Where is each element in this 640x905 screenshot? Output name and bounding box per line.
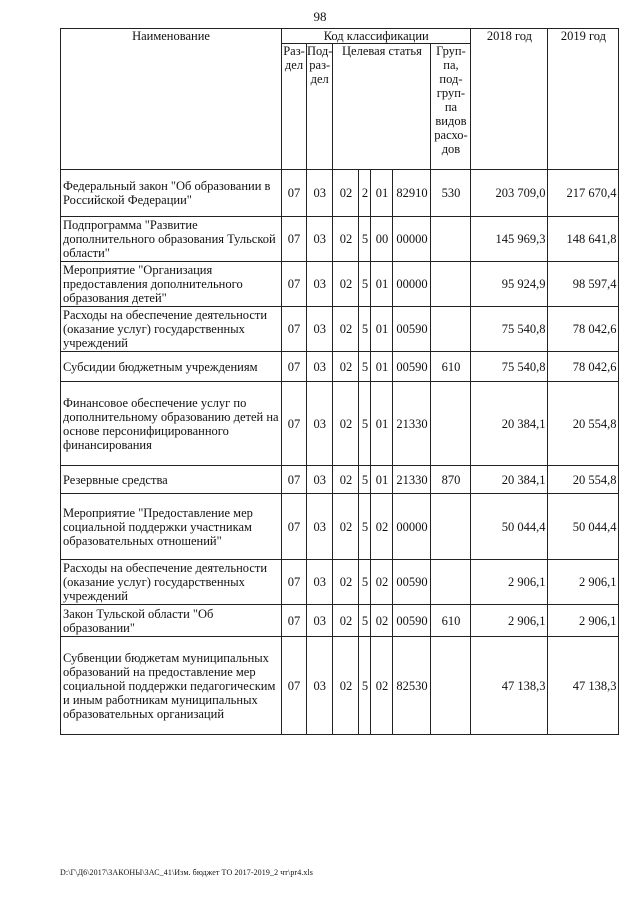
row-razdel: 07 xyxy=(282,217,307,262)
row-cs-direction: 00590 xyxy=(393,605,431,637)
row-cs-direction: 82530 xyxy=(393,637,431,735)
row-podrazdel: 03 xyxy=(307,637,333,735)
row-amount-2019: 78 042,6 xyxy=(548,352,619,382)
row-podrazdel: 03 xyxy=(307,466,333,494)
row-cs-program: 02 xyxy=(333,307,359,352)
row-name: Закон Тульской области "Об образовании" xyxy=(61,605,282,637)
row-name: Мероприятие "Организация предоставления дополнительного образования детей" xyxy=(61,262,282,307)
row-amount-2019: 2 906,1 xyxy=(548,560,619,605)
row-razdel: 07 xyxy=(282,560,307,605)
file-path-footer: D:\Г\Д6\2017\ЗАКОНЫ\ЗАС_41\Изм. бюджет ТО 2017-2019_2 чт\pr4.xls xyxy=(60,868,314,877)
row-amount-2019: 2 906,1 xyxy=(548,605,619,637)
header-year-2018: 2018 год xyxy=(471,29,548,170)
row-expense-type xyxy=(431,382,471,466)
table-row xyxy=(61,307,619,352)
row-expense-type: 530 xyxy=(431,170,471,217)
row-cs-program: 02 xyxy=(333,382,359,466)
row-cs-subprogram: 5 xyxy=(359,382,371,466)
row-amount-2019: 50 044,4 xyxy=(548,494,619,560)
row-cs-program: 02 xyxy=(333,560,359,605)
row-expense-type xyxy=(431,637,471,735)
row-cs-direction: 82910 xyxy=(393,170,431,217)
row-podrazdel: 03 xyxy=(307,605,333,637)
table-row xyxy=(61,605,619,637)
row-name: Подпрограмма "Развитие дополнительного образования Тульской области" xyxy=(61,217,282,262)
table-row xyxy=(61,217,619,262)
row-razdel: 07 xyxy=(282,466,307,494)
row-cs-event: 02 xyxy=(371,494,393,560)
row-amount-2018: 47 138,3 xyxy=(471,637,548,735)
row-cs-program: 02 xyxy=(333,262,359,307)
row-cs-event: 02 xyxy=(371,605,393,637)
row-amount-2019: 47 138,3 xyxy=(548,637,619,735)
row-cs-event: 00 xyxy=(371,217,393,262)
row-razdel: 07 xyxy=(282,352,307,382)
row-amount-2018: 203 709,0 xyxy=(471,170,548,217)
row-razdel: 07 xyxy=(282,605,307,637)
row-expense-type: 610 xyxy=(431,605,471,637)
row-cs-subprogram: 5 xyxy=(359,352,371,382)
row-amount-2018: 95 924,9 xyxy=(471,262,548,307)
row-podrazdel: 03 xyxy=(307,262,333,307)
row-podrazdel: 03 xyxy=(307,170,333,217)
row-cs-program: 02 xyxy=(333,466,359,494)
table-row xyxy=(61,352,619,382)
header-celevaya: Целевая статья xyxy=(333,44,431,170)
table-row xyxy=(61,262,619,307)
header-code: Код классификации xyxy=(282,29,471,44)
row-cs-subprogram: 5 xyxy=(359,637,371,735)
row-amount-2018: 145 969,3 xyxy=(471,217,548,262)
row-cs-program: 02 xyxy=(333,494,359,560)
row-name: Расходы на обеспечение деятельности (оказание услуг) государственных учреждений xyxy=(61,560,282,605)
row-podrazdel: 03 xyxy=(307,382,333,466)
row-podrazdel: 03 xyxy=(307,217,333,262)
row-razdel: 07 xyxy=(282,494,307,560)
row-name: Федеральный закон "Об образовании в Российской Федерации" xyxy=(61,170,282,217)
row-cs-direction: 00000 xyxy=(393,494,431,560)
row-podrazdel: 03 xyxy=(307,494,333,560)
row-expense-type: 870 xyxy=(431,466,471,494)
row-cs-event: 02 xyxy=(371,560,393,605)
row-expense-type xyxy=(431,217,471,262)
row-expense-type xyxy=(431,560,471,605)
row-cs-subprogram: 2 xyxy=(359,170,371,217)
row-expense-type xyxy=(431,494,471,560)
row-cs-program: 02 xyxy=(333,605,359,637)
row-name: Расходы на обеспечение деятельности (оказание услуг) государственных учреждений xyxy=(61,307,282,352)
row-name: Финансовое обеспечение услуг по дополнительному образованию детей на основе персонифицированного финансирования xyxy=(61,382,282,466)
row-amount-2019: 78 042,6 xyxy=(548,307,619,352)
row-expense-type xyxy=(431,307,471,352)
row-amount-2019: 98 597,4 xyxy=(548,262,619,307)
table-row xyxy=(61,637,619,735)
row-amount-2019: 20 554,8 xyxy=(548,466,619,494)
row-name: Субвенции бюджетам муниципальных образований на предоставление мер социальной поддержки педагогическим и иным работникам муниципальных образовательных организаций xyxy=(61,637,282,735)
row-razdel: 07 xyxy=(282,382,307,466)
row-cs-program: 02 xyxy=(333,170,359,217)
row-amount-2019: 20 554,8 xyxy=(548,382,619,466)
row-cs-direction: 00590 xyxy=(393,560,431,605)
row-name: Субсидии бюджетным учреждениям xyxy=(61,352,282,382)
header-gruppa: Груп- па, под- груп- па видов расхо- дов xyxy=(431,44,471,170)
row-amount-2018: 50 044,4 xyxy=(471,494,548,560)
row-amount-2019: 217 670,4 xyxy=(548,170,619,217)
row-cs-program: 02 xyxy=(333,352,359,382)
row-cs-subprogram: 5 xyxy=(359,560,371,605)
table-row xyxy=(61,382,619,466)
row-cs-event: 01 xyxy=(371,382,393,466)
table-row xyxy=(61,466,619,494)
row-cs-direction: 00000 xyxy=(393,217,431,262)
row-podrazdel: 03 xyxy=(307,352,333,382)
header-year-2019: 2019 год xyxy=(548,29,619,170)
page-number: 98 xyxy=(313,9,327,24)
header-podrazdel: Под- раз- дел xyxy=(307,44,333,170)
table-body xyxy=(61,170,619,735)
row-expense-type xyxy=(431,262,471,307)
row-amount-2019: 148 641,8 xyxy=(548,217,619,262)
row-cs-subprogram: 5 xyxy=(359,494,371,560)
row-podrazdel: 03 xyxy=(307,307,333,352)
header-name: Наименование xyxy=(61,29,282,170)
row-amount-2018: 2 906,1 xyxy=(471,605,548,637)
row-cs-event: 02 xyxy=(371,637,393,735)
row-cs-direction: 21330 xyxy=(393,382,431,466)
row-amount-2018: 2 906,1 xyxy=(471,560,548,605)
table-row xyxy=(61,170,619,217)
table-row xyxy=(61,560,619,605)
row-cs-subprogram: 5 xyxy=(359,307,371,352)
row-cs-direction: 21330 xyxy=(393,466,431,494)
row-name: Резервные средства xyxy=(61,466,282,494)
row-cs-event: 01 xyxy=(371,262,393,307)
row-cs-subprogram: 5 xyxy=(359,262,371,307)
row-amount-2018: 20 384,1 xyxy=(471,382,548,466)
row-podrazdel: 03 xyxy=(307,560,333,605)
row-amount-2018: 75 540,8 xyxy=(471,307,548,352)
row-cs-direction: 00590 xyxy=(393,307,431,352)
row-expense-type: 610 xyxy=(431,352,471,382)
row-razdel: 07 xyxy=(282,170,307,217)
row-amount-2018: 75 540,8 xyxy=(471,352,548,382)
row-cs-subprogram: 5 xyxy=(359,466,371,494)
budget-table xyxy=(60,28,619,735)
row-amount-2018: 20 384,1 xyxy=(471,466,548,494)
row-cs-program: 02 xyxy=(333,637,359,735)
row-cs-event: 01 xyxy=(371,466,393,494)
row-razdel: 07 xyxy=(282,307,307,352)
row-cs-subprogram: 5 xyxy=(359,605,371,637)
row-razdel: 07 xyxy=(282,637,307,735)
row-cs-direction: 00000 xyxy=(393,262,431,307)
row-name: Мероприятие "Предоставление мер социальной поддержки участникам образовательных отношений" xyxy=(61,494,282,560)
table-row xyxy=(61,494,619,560)
row-cs-program: 02 xyxy=(333,217,359,262)
row-cs-event: 01 xyxy=(371,307,393,352)
row-cs-event: 01 xyxy=(371,352,393,382)
row-cs-event: 01 xyxy=(371,170,393,217)
row-razdel: 07 xyxy=(282,262,307,307)
row-cs-direction: 00590 xyxy=(393,352,431,382)
header-razdel: Раз- дел xyxy=(282,44,307,170)
row-cs-subprogram: 5 xyxy=(359,217,371,262)
